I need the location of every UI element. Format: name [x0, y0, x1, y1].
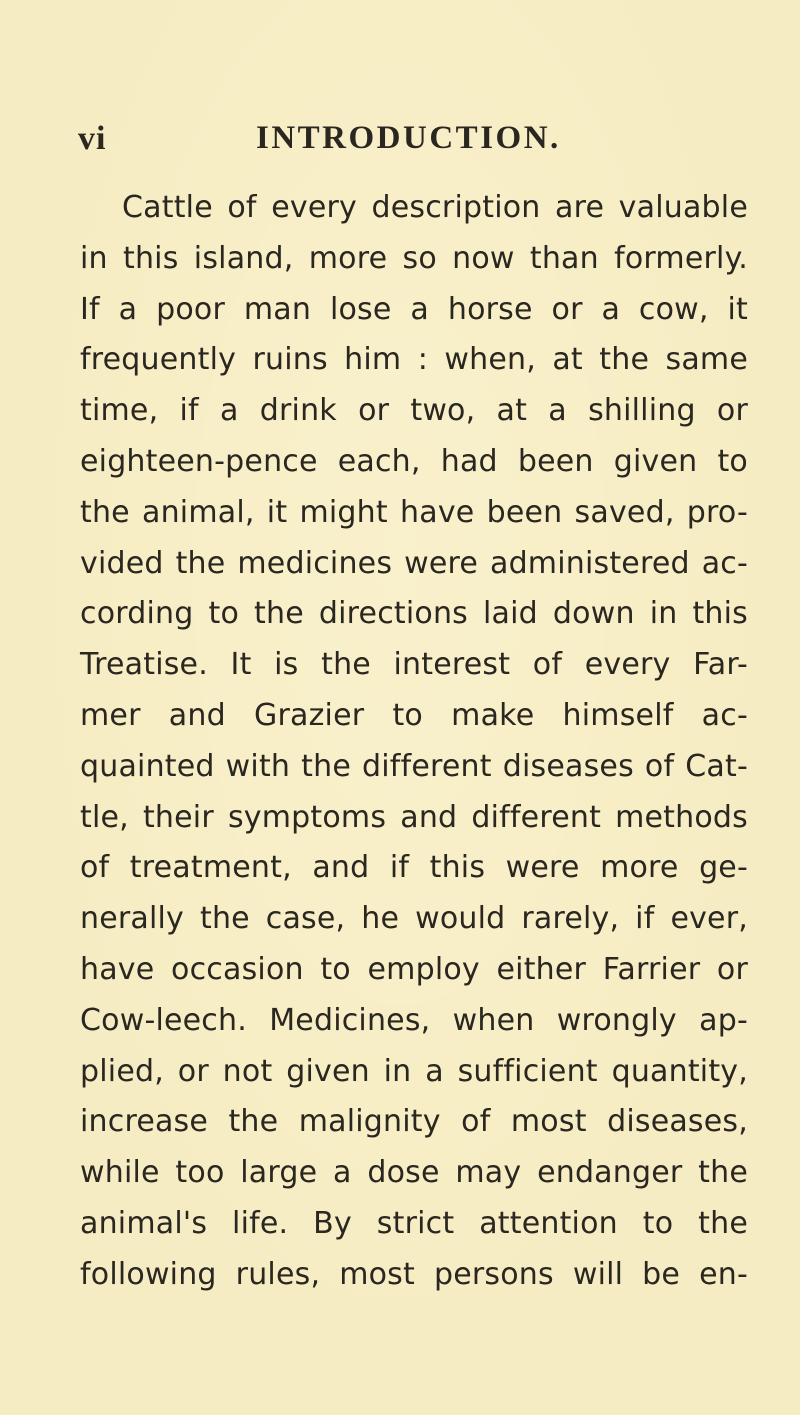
text-line: quainted with the different diseases of Cat-	[80, 748, 748, 784]
text-line: If a poor man lose a horse or a cow, it	[80, 291, 748, 327]
body-paragraph	[80, 183, 748, 1301]
text-line: vided the medicines were administered ac-	[80, 545, 748, 581]
text-line: cording to the directions laid down in this	[80, 596, 748, 632]
text-line: of treatment, and if this were more ge-	[80, 850, 748, 886]
text-line: eighteen-pence each, had been given to	[80, 443, 748, 479]
text-line: frequently ruins him : when, at the same	[80, 342, 748, 378]
text-line: following rules, most persons will be en-	[80, 1256, 748, 1292]
text-line: Cow-leech. Medicines, when wrongly ap-	[80, 1002, 748, 1038]
text-line: Cattle of every description are valuable	[122, 190, 748, 225]
text-line: nerally the case, he would rarely, if ever,	[80, 901, 748, 937]
text-line: have occasion to employ either Farrier or	[80, 951, 748, 987]
page-number: vi	[78, 120, 107, 157]
running-title: INTRODUCTION.	[256, 120, 561, 156]
text-line: plied, or not given in a sufficient quantity,	[80, 1053, 748, 1089]
text-line: while too large a dose may endanger the	[80, 1155, 748, 1191]
text-line: animal's life. By strict attention to the	[80, 1205, 748, 1241]
text-line: mer and Grazier to make himself ac-	[80, 697, 748, 733]
text-line: Treatise. It is the interest of every Far-	[80, 647, 748, 683]
running-head	[0, 120, 800, 170]
text-line: time, if a drink or two, at a shilling or	[80, 393, 748, 429]
text-line: the animal, it might have been saved, pro-	[80, 494, 748, 530]
text-line: in this island, more so now than formerly.	[80, 240, 748, 276]
text-line: tle, their symptoms and different methods	[80, 799, 748, 835]
text-line: increase the malignity of most diseases,	[80, 1104, 748, 1140]
